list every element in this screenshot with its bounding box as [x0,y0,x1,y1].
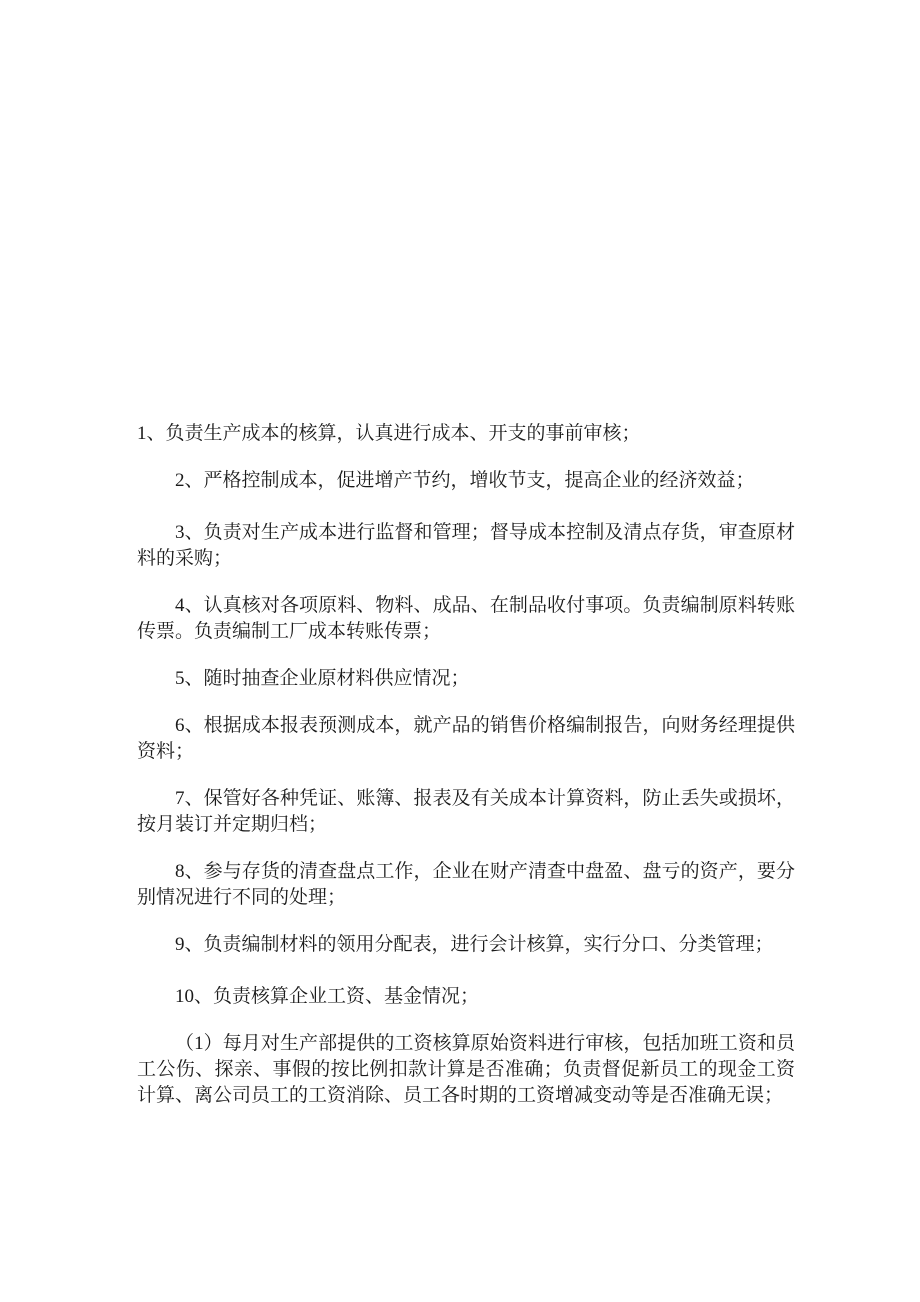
paragraph-item-4: 4、认真核对各项原料、物料、成品、在制品收付事项。负责编制原料转账传票。负责编制工厂成本转账传票； [137,595,795,642]
paragraph-item-7: 7、保管好各种凭证、账簿、报表及有关成本计算资料，防止丢失或损坏，按月装订并定期归档； [137,788,795,835]
paragraph-item-9: 9、负责编制材料的领用分配表，进行会计核算，实行分口、分类管理； [175,934,774,955]
paragraph-item-5: 5、随时抽查企业原材料供应情况； [175,668,470,689]
paragraph-item-1: 1、负责生产成本的核算，认真进行成本、开支的事前审核； [137,423,641,444]
paragraph-item-8: 8、参与存货的清查盘点工作，企业在财产清查中盘盈、盘亏的资产，要分别情况进行不同的处理； [137,861,795,908]
paragraph-item-6: 6、根据成本报表预测成本，就产品的销售价格编制报告，向财务经理提供资料； [137,715,795,762]
paragraph-item-2: 2、严格控制成本，促进增产节约，增收节支，提高企业的经济效益； [175,470,755,491]
paragraph-item-3: 3、负责对生产成本进行监督和管理；督导成本控制及清点存货，审查原材料的采购； [137,522,795,569]
paragraph-item-11: （1）每月对生产部提供的工资核算原始资料进行审核，包括加班工资和员工公伤、探亲、事假的按比例扣款计算是否准确；负责督促新员工的现金工资计算、离公司员工的工资消除、员工各时期的工资增减变动等是否准确无误； [137,1033,795,1106]
paragraph-item-10: 10、负责核算企业工资、基金情况； [175,986,480,1007]
document-body [137,421,795,1130]
